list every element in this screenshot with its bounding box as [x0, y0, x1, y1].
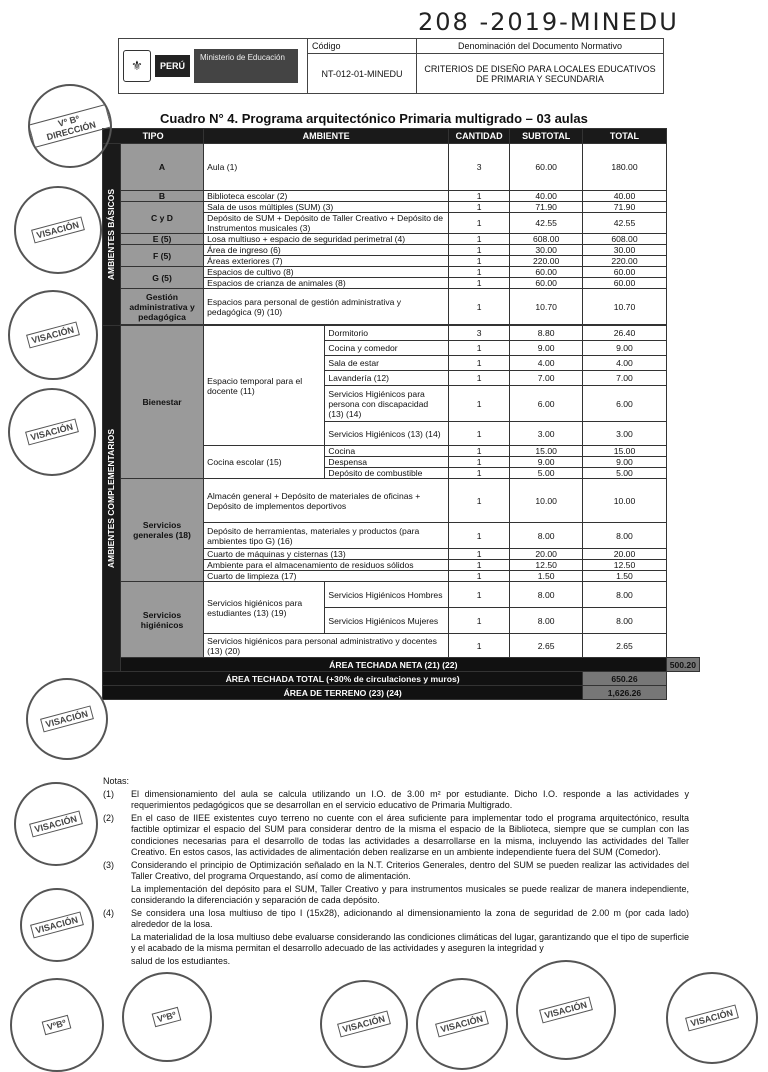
tipo-cell: Servicios higiénicos	[120, 582, 203, 658]
tipo-cell: A	[120, 144, 203, 191]
total-cell: 71.90	[583, 202, 666, 213]
ambiente-cell: Áreas exteriores (7)	[204, 256, 449, 267]
total-cell: 20.00	[583, 549, 666, 560]
subtotal-cell: 220.00	[510, 256, 583, 267]
ambiente-cell: Depósito de herramientas, materiales y productos (para ambientes tipo G) (16)	[204, 523, 449, 549]
logo-peru: PERÚ	[155, 55, 190, 77]
subambiente-cell: Despensa	[325, 457, 449, 468]
ambiente-cell: Almacén general + Depósito de materiales de oficinas + Depósito de implementos deportivos	[204, 479, 449, 523]
tipo-cell: Bienestar	[120, 326, 203, 479]
techada-label: ÁREA TECHADA TOTAL (+30% de circulaciones y muros)	[103, 672, 583, 686]
col-subtotal: SUBTOTAL	[510, 129, 583, 144]
cantidad-cell: 1	[449, 523, 510, 549]
total-cell: 1.50	[583, 571, 666, 582]
ambiente-cell: Área de ingreso (6)	[204, 245, 449, 256]
subtotal-cell: 1.50	[510, 571, 583, 582]
subambiente-cell: Cocina	[325, 446, 449, 457]
cantidad-cell: 1	[449, 371, 510, 386]
subtotal-cell: 71.90	[510, 202, 583, 213]
stamp-seal: VISACIÓN	[666, 972, 758, 1064]
neta-value: 500.20	[666, 658, 699, 672]
table-row	[103, 289, 700, 325]
cantidad-cell: 1	[449, 560, 510, 571]
table-row	[103, 582, 700, 608]
total-cell: 30.00	[583, 245, 666, 256]
note-3: (3) Considerando el principio de Optimización señalado en la N.T. Criterios Generales, dentro del SUM se pueden realizar las actividades del Taller Creativo, del programa Orquestando, así como de alimentación.	[103, 859, 689, 881]
code-value: NT-012-01-MINEDU	[308, 54, 417, 94]
cantidad-cell: 1	[449, 571, 510, 582]
document-header	[118, 38, 664, 94]
cantidad-cell: 3	[449, 326, 510, 341]
table-row	[103, 234, 700, 245]
tipo-cell: B	[120, 191, 203, 202]
total-cell: 4.00	[583, 356, 666, 371]
table-header-row	[103, 129, 700, 144]
col-total: TOTAL	[583, 129, 666, 144]
subtotal-cell: 42.55	[510, 213, 583, 234]
code-label: Código	[308, 39, 417, 54]
total-cell: 60.00	[583, 278, 666, 289]
total-cell: 26.40	[583, 326, 666, 341]
note-4-continued: La materialidad de la losa multiuso debe evaluarse considerando las condiciones climáticas del lugar, garantizando que el tipo de superficie y el acabado de la misma permitan el desarrollo adecuado de las actividades y aseguren la integridad y	[131, 931, 689, 953]
stamp-seal: VºBº	[10, 978, 104, 1072]
ambiente-cell: Espacios de crianza de animales (8)	[204, 278, 449, 289]
cantidad-cell: 1	[449, 245, 510, 256]
note-1: (1) El dimensionamiento del aula se calcula utilizando un I.O. de 3.00 m² por estudiante. Dicho I.O. responde a las actividades y requerimientos pedagógicos que se desarrollan en el servicio educativo de Primaria Multigrado.	[103, 788, 689, 810]
stamp-seal: VISACIÓN	[14, 782, 98, 866]
ambiente-cell: Espacios de cultivo (8)	[204, 267, 449, 278]
stamp-seal: VISACIÓN	[14, 186, 102, 274]
subtotal-cell: 20.00	[510, 549, 583, 560]
ambiente-cell: Servicios higiénicos para estudiantes (13) (19)	[204, 582, 325, 634]
subambiente-cell: Lavandería (12)	[325, 371, 449, 386]
col-ambiente: AMBIENTE	[204, 129, 449, 144]
total-cell: 9.00	[583, 341, 666, 356]
cantidad-cell: 1	[449, 341, 510, 356]
subambiente-cell: Servicios Higiénicos (13) (14)	[325, 422, 449, 446]
ambiente-cell: Sala de usos múltiples (SUM) (3)	[204, 202, 449, 213]
ambiente-cell: Cuarto de limpieza (17)	[204, 571, 449, 582]
subtotal-cell: 8.00	[510, 608, 583, 634]
total-cell: 10.70	[583, 289, 666, 325]
total-cell: 12.50	[583, 560, 666, 571]
tipo-cell: Gestión administrativa y pedagógica	[120, 289, 203, 325]
cantidad-cell: 1	[449, 608, 510, 634]
total-cell: 8.00	[583, 582, 666, 608]
subtotal-cell: 5.00	[510, 468, 583, 479]
tipo-cell: Servicios generales (18)	[120, 479, 203, 582]
handwritten-resolution-code: 208 -2019-MINEDU	[418, 8, 679, 36]
subtotal-cell: 10.00	[510, 479, 583, 523]
total-cell: 9.00	[583, 457, 666, 468]
subtotal-cell: 6.00	[510, 386, 583, 422]
tipo-cell: G (5)	[120, 267, 203, 289]
table-row	[103, 191, 700, 202]
cantidad-cell: 1	[449, 446, 510, 457]
subtotal-cell: 9.00	[510, 341, 583, 356]
ambiente-cell: Servicios higiénicos para personal administrativo y docentes (13) (20)	[204, 634, 449, 658]
cantidad-cell: 1	[449, 386, 510, 422]
table-row	[103, 144, 700, 191]
subtotal-cell: 8.00	[510, 582, 583, 608]
subtotal-cell: 3.00	[510, 422, 583, 446]
ambiente-cell: Biblioteca escolar (2)	[204, 191, 449, 202]
cantidad-cell: 1	[449, 422, 510, 446]
ambiente-cell: Cocina escolar (15)	[204, 446, 325, 479]
subtotal-cell: 60.00	[510, 267, 583, 278]
note-3-continued: La implementación del depósito para el SUM, Taller Creativo y para instrumentos musicales se puede realizar de manera independiente, considerando la diferenciación y separación de cada depósito.	[131, 883, 689, 905]
subtotal-cell: 9.00	[510, 457, 583, 468]
ambiente-cell: Aula (1)	[204, 144, 449, 191]
note-4: (4) Se considera una losa multiuso de tipo I (15x28), adicionando al dimensionamiento la zona de seguridad de 2.00 m (por cada lado) alrededor de la losa.	[103, 907, 689, 929]
total-cell: 8.00	[583, 608, 666, 634]
col-cantidad: CANTIDAD	[449, 129, 510, 144]
cantidad-cell: 1	[449, 468, 510, 479]
total-cell: 180.00	[583, 144, 666, 191]
subambiente-cell: Cocina y comedor	[325, 341, 449, 356]
name-value: CRITERIOS DE DISEÑO PARA LOCALES EDUCATIVOS DE PRIMARIA Y SECUNDARIA	[417, 54, 664, 94]
total-cell: 42.55	[583, 213, 666, 234]
subtotal-cell: 30.00	[510, 245, 583, 256]
subtotal-cell: 60.00	[510, 144, 583, 191]
stamp-seal: VISACIÓN	[26, 678, 108, 760]
subambiente-cell: Servicios Higiénicos Mujeres	[325, 608, 449, 634]
stamp-seal: VºBº	[122, 972, 212, 1062]
total-row-terreno	[103, 686, 700, 700]
subambiente-cell: Depósito de combustible	[325, 468, 449, 479]
cantidad-cell: 1	[449, 479, 510, 523]
table-row	[103, 479, 700, 523]
cantidad-cell: 1	[449, 191, 510, 202]
stamp-seal: VISACIÓN	[8, 388, 96, 476]
subtotal-cell: 8.00	[510, 523, 583, 549]
total-cell: 2.65	[583, 634, 666, 658]
table-row	[103, 245, 700, 256]
subtotal-cell: 10.70	[510, 289, 583, 325]
total-cell: 220.00	[583, 256, 666, 267]
cantidad-cell: 3	[449, 144, 510, 191]
subtotal-cell: 4.00	[510, 356, 583, 371]
techada-value: 650.26	[583, 672, 666, 686]
group-basicos: AMBIENTES BÁSICOS	[103, 144, 121, 326]
tipo-cell: C y D	[120, 202, 203, 234]
terreno-value: 1,626.26	[583, 686, 666, 700]
col-tipo: TIPO	[103, 129, 204, 144]
subtotal-cell: 7.00	[510, 371, 583, 386]
notes-heading: Notas:	[103, 776, 130, 786]
cantidad-cell: 1	[449, 549, 510, 560]
ambiente-cell: Cuarto de máquinas y cisternas (13)	[204, 549, 449, 560]
ministry-logo-cell	[119, 39, 308, 94]
cantidad-cell: 1	[449, 202, 510, 213]
ambiente-cell: Espacio temporal para el docente (11)	[204, 326, 325, 446]
total-cell: 60.00	[583, 267, 666, 278]
stamp-seal: VISACIÓN	[516, 960, 616, 1060]
total-cell: 10.00	[583, 479, 666, 523]
name-label: Denominación del Documento Normativo	[417, 39, 664, 54]
stamp-seal: VISACIÓN	[416, 978, 508, 1070]
cantidad-cell: 1	[449, 457, 510, 468]
cantidad-cell: 1	[449, 234, 510, 245]
ambiente-cell: Losa multiuso + espacio de seguridad perimetral (4)	[204, 234, 449, 245]
ambiente-cell: Depósito de SUM + Depósito de Taller Creativo + Depósito de Instrumentos musicales (3)	[204, 213, 449, 234]
total-cell: 3.00	[583, 422, 666, 446]
subtotal-cell: 12.50	[510, 560, 583, 571]
total-cell: 40.00	[583, 191, 666, 202]
total-cell: 6.00	[583, 386, 666, 422]
total-cell: 5.00	[583, 468, 666, 479]
program-table	[102, 128, 700, 700]
subambiente-cell: Servicios Higiénicos para persona con discapacidad (13) (14)	[325, 386, 449, 422]
terreno-label: ÁREA DE TERRENO (23) (24)	[103, 686, 583, 700]
total-row-techada	[103, 672, 700, 686]
note-4-continued-2: salud de los estudiantes.	[131, 955, 231, 966]
subtotal-cell: 8.80	[510, 326, 583, 341]
coat-of-arms-icon: ⚜	[123, 50, 151, 82]
subambiente-cell: Dormitorio	[325, 326, 449, 341]
cantidad-cell: 1	[449, 356, 510, 371]
note-2: (2) En el caso de IIEE existentes cuyo terreno no cuente con el área suficiente para implementar todo el programa arquitectónico, resulta factible optimizar el espacio del SUM para considerar dentro de la misma el espacio de la Biblioteca, siempre que se cumplan con las condiciones necesarias para el desarrollo de todas las actividades a desarrollarse en la misma, incluyendo las actividades del Taller Creativo. En estos casos, las actividades de alimentación deben realizarse en un ambiente independiente fuera del SUM (Comedor).	[103, 812, 689, 857]
stamp-seal: Vº Bº DIRECCIÓN	[28, 84, 112, 168]
stamp-seal: VISACIÓN	[8, 290, 98, 380]
cantidad-cell: 1	[449, 256, 510, 267]
table-row	[103, 326, 700, 341]
subambiente-cell: Sala de estar	[325, 356, 449, 371]
stamp-seal: VISACIÓN	[20, 888, 94, 962]
ambiente-cell: Espacios para personal de gestión administrativa y pedagógica (9) (10)	[204, 289, 449, 325]
ambiente-cell: Ambiente para el almacenamiento de residuos sólidos	[204, 560, 449, 571]
cantidad-cell: 1	[449, 582, 510, 608]
total-cell: 15.00	[583, 446, 666, 457]
tipo-cell: F (5)	[120, 245, 203, 267]
subtotal-cell: 2.65	[510, 634, 583, 658]
neta-label: ÁREA TECHADA NETA (21) (22)	[120, 658, 666, 672]
subtotal-cell: 15.00	[510, 446, 583, 457]
subtotal-cell: 608.00	[510, 234, 583, 245]
total-cell: 8.00	[583, 523, 666, 549]
table-row	[103, 202, 700, 213]
table-row	[103, 267, 700, 278]
stamp-seal: VISACIÓN	[320, 980, 408, 1068]
cantidad-cell: 1	[449, 278, 510, 289]
cantidad-cell: 1	[449, 267, 510, 278]
cantidad-cell: 1	[449, 634, 510, 658]
cantidad-cell: 1	[449, 213, 510, 234]
tipo-cell: E (5)	[120, 234, 203, 245]
total-cell: 608.00	[583, 234, 666, 245]
logo-ministry: Ministerio de Educación	[194, 49, 298, 83]
group-complementarios: AMBIENTES COMPLEMENTARIOS	[103, 326, 121, 672]
total-cell: 7.00	[583, 371, 666, 386]
subtotal-cell: 40.00	[510, 191, 583, 202]
total-row-neta	[103, 658, 700, 672]
subambiente-cell: Servicios Higiénicos Hombres	[325, 582, 449, 608]
notes-section	[103, 776, 689, 968]
subtotal-cell: 60.00	[510, 278, 583, 289]
table-title: Cuadro N° 4. Programa arquitectónico Primaria multigrado – 03 aulas	[160, 111, 588, 126]
cantidad-cell: 1	[449, 289, 510, 325]
